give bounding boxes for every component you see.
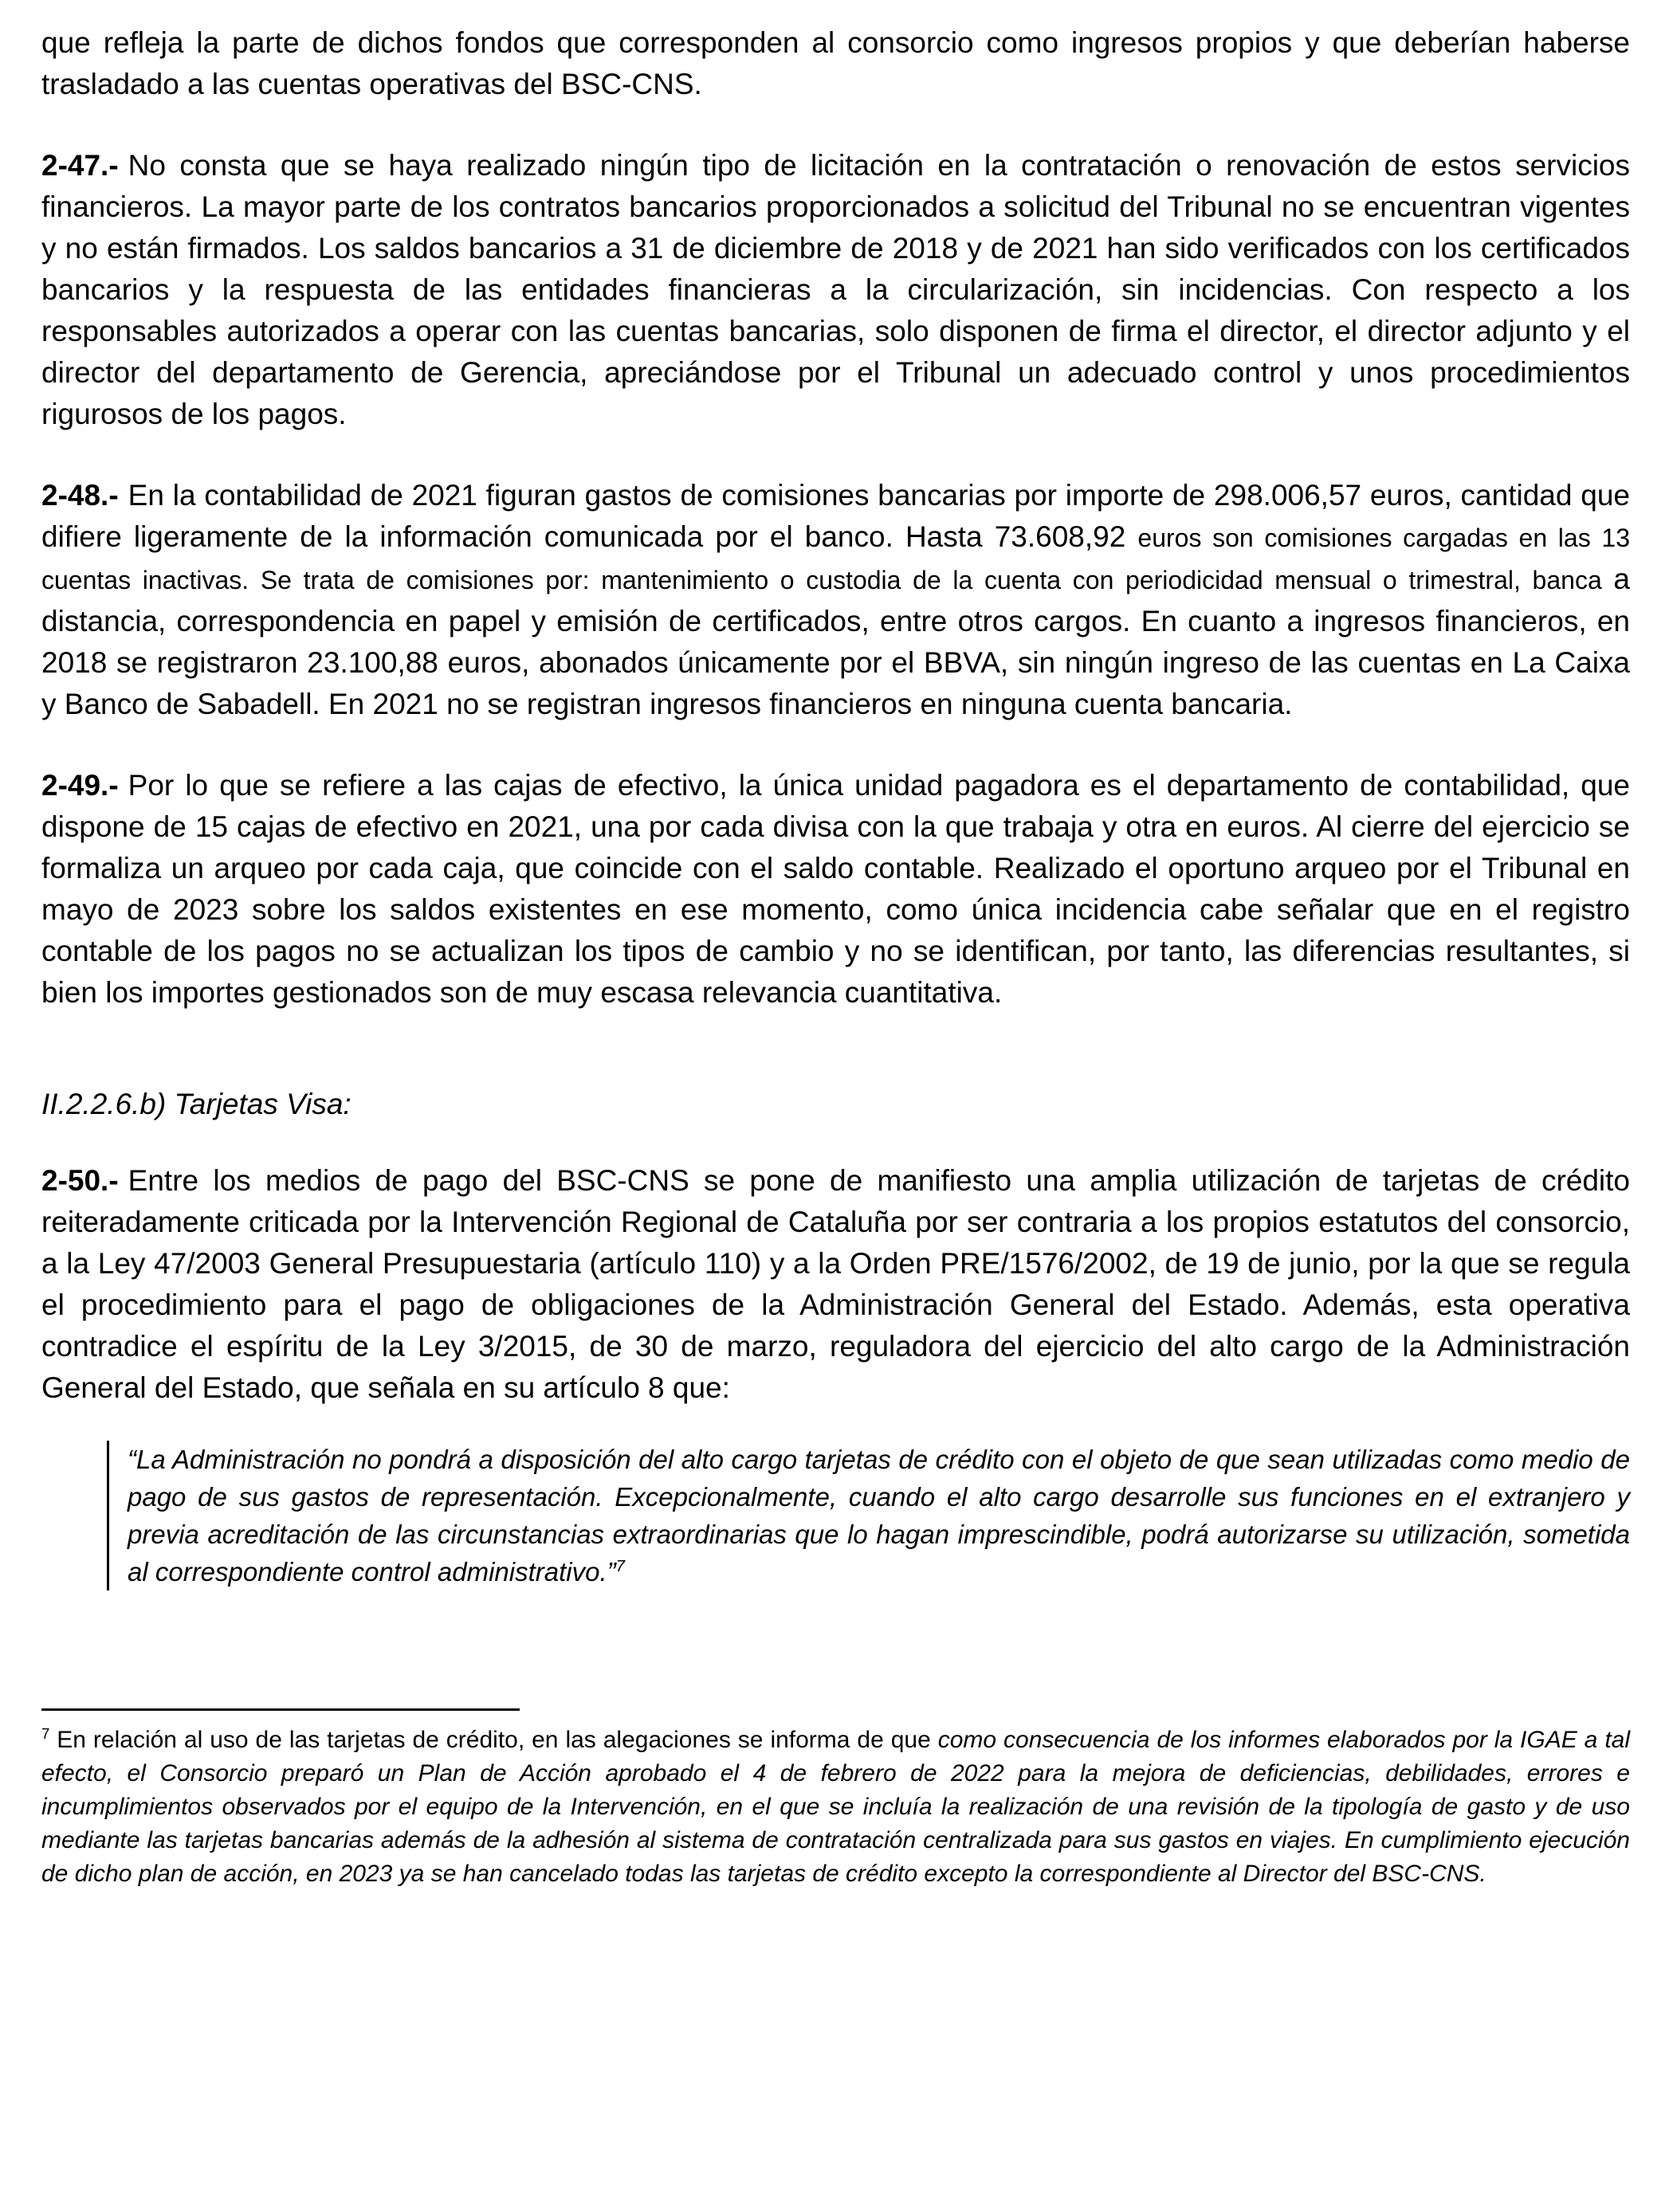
intro-paragraph: [41, 22, 1630, 105]
intro-paragraph-text: que refleja la parte de dichos fondos que corresponden al consorcio como ingresos propios y que deberían haberse trasladado a las cuentas operativas del BSC-CNS.: [41, 26, 1630, 100]
section-heading: II.2.2.6.b) Tarjetas Visa:: [41, 1088, 351, 1120]
paragraph-text: Entre los medios de pago del BSC-CNS se pone de manifiesto una amplia utilización de tarjetas de crédito reiteradamente criticada por la Intervención Regional de Cataluña por ser contraria a los propios estatutos del consorcio, a la Ley 47/2003 General Presupuestaria (artículo 110) y a la Orden PRE/1576/2002, de 19 de junio, por la que se regula el procedimiento para el pago de obligaciones de la Administración General del Estado. Además, esta operativa contradice el espíritu de la Ley 3/2015, de 30 de marzo, reguladora del ejercicio del alto cargo de la Administración General del Estado, que señala en su artículo 8 que:: [41, 1164, 1630, 1404]
legal-quote-block: [107, 1441, 1630, 1590]
paragraph-text-small: euros son comisiones cargadas en las 13 cuentas inactivas. Se trata de comisiones por: mantenimiento o custodia de la cuenta con periodicidad mensual o trimestral, banca: [41, 524, 1631, 594]
paragraph-text-start: En la contabilidad de 2021 figuran gastos de comisiones bancarias por importe de 298.006,57 euros, cantidad que difiere ligeramente de la información comunicada por el banco. Hasta 73.608,92: [41, 479, 1630, 553]
paragraph-2-48: [41, 475, 1630, 725]
footnote-separator: [41, 1708, 520, 1711]
paragraph-text: Por lo que se refiere a las cajas de efectivo, la única unidad pagadora es el departamento de contabilidad, que dispone de 15 cajas de efectivo en 2021, una por cada divisa con la que trabaja y otra en euros. Al cierre del ejercicio se formaliza un arqueo por cada caja, que coincide con el saldo contable. Realizado el oportuno arqueo por el Tribunal en mayo de 2023 sobre los saldos existentes en ese momento, como única incidencia cabe señalar que en el registro contable de los pagos no se actualizan los tipos de cambio y no se identifican, por tanto, las diferencias resultantes, si bien los importes gestionados son de muy escasa relevancia cuantitativa.: [41, 769, 1630, 1009]
paragraph-number: 2-48.-: [41, 479, 119, 512]
paragraph-2-50: [41, 1160, 1630, 1409]
footnote-lead-text: En relación al uso de las tarjetas de crédito, en las alegaciones se informa de que: [49, 1727, 938, 1753]
footnote-quoted-text: como consecuencia de los informes elaborados por la IGAE a tal efecto, el Consorcio preparó un Plan de Acción aprobado el 4 de febrero de 2022 para la mejora de deficiencias, debilidades, errores e incumplimientos observados por el equipo de la Intervención, en el que se incluía la realización de una revisión de la tipología de gasto y de uso mediante las tarjetas bancarias además de la adhesión al sistema de contratación centralizada para sus gastos en viajes. En cumplimiento ejecución de dicho plan de acción, en 2023 ya se han cancelado todas las tarjetas de crédito excepto la correspondiente al Director del BSC-CNS.: [41, 1727, 1631, 1887]
paragraph-text: No consta que se haya realizado ningún tipo de licitación en la contratación o renovación de estos servicios financieros. La mayor parte de los contratos bancarios proporcionados a solicitud del Tribunal no se encuentran vigentes y no están firmados. Los saldos bancarios a 31 de diciembre de 2018 y de 2021 han sido verificados con los certificados bancarios y la respuesta de las entidades financieras a la circularización, sin incidencias. Con respecto a los responsables autorizados a operar con las cuentas bancarias, solo disponen de firma el director, el director adjunto y el director del departamento de Gerencia, apreciándose por el Tribunal un adecuado control y unos procedimientos rigurosos de los pagos.: [41, 149, 1630, 430]
quote-footnote-ref: 7: [615, 1557, 626, 1575]
paragraph-2-49: [41, 765, 1630, 1014]
paragraph-number: 2-50.-: [41, 1164, 119, 1197]
paragraph-text-end: a distancia, correspondencia en papel y emisión de certificados, entre otros cargos. En cuanto a ingresos financieros, en 2018 se registraron 23.100,88 euros, abonados únicamente por el BBVA, sin ningún ingreso de las cuentas en La Caixa y Banco de Sabadell. En 2021 no se registran ingresos financieros en ninguna cuenta bancaria.: [41, 563, 1630, 720]
paragraph-2-47: [41, 145, 1630, 435]
quote-text: “La Administración no pondrá a disposición del alto cargo tarjetas de crédito con el objeto de que sean utilizadas como medio de pago de sus gastos de representación. Excepcionalmente, cuando el alto cargo desarrolle sus funciones en el extranjero y previa acreditación de las circunstancias extraordinarias que lo hagan imprescindible, podrá autorizarse su utilización, sometida al correspondiente control administrativo.”: [128, 1445, 1630, 1586]
footnote: [41, 1724, 1630, 1891]
paragraph-number: 2-47.-: [41, 149, 119, 182]
paragraph-number: 2-49.-: [41, 769, 119, 802]
footnote-marker: 7: [41, 1725, 50, 1742]
